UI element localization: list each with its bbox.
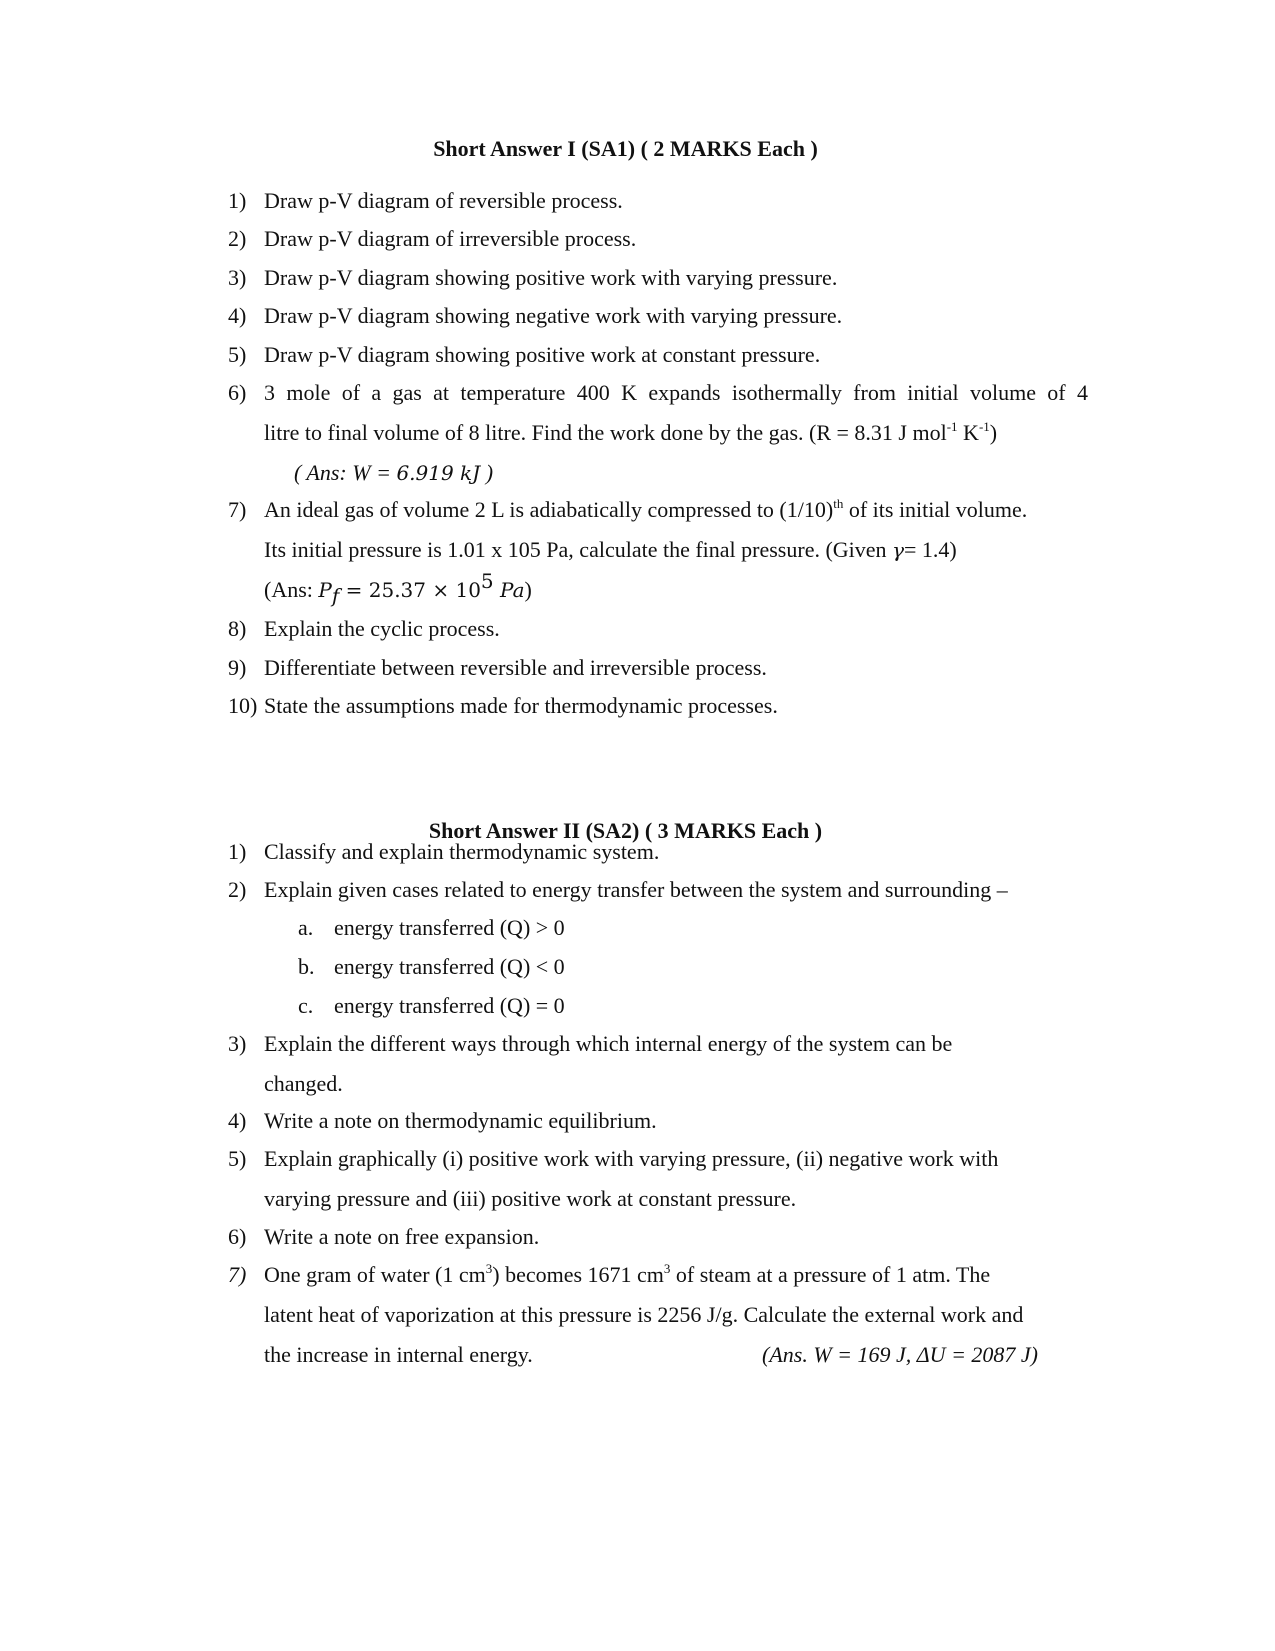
question-text bbox=[264, 490, 1088, 610]
superscript: th bbox=[833, 496, 844, 511]
question-line: varying pressure and (iii) positive work at constant pressure. bbox=[264, 1186, 797, 1211]
question-number: 8) bbox=[228, 616, 247, 641]
case-label: c. bbox=[298, 993, 314, 1018]
text-run: ) bbox=[480, 460, 494, 485]
case-text: energy transferred (Q) > 0 bbox=[334, 915, 565, 940]
question-text: Write a note on free expansion. bbox=[264, 1224, 540, 1249]
question-number: 5) bbox=[228, 342, 247, 367]
question-number: 6) bbox=[228, 1224, 247, 1249]
question-line: 3 mole of a gas at temperature 400 K expands isothermally from initial volume of 4 bbox=[264, 380, 1088, 405]
text-run: ) bbox=[989, 420, 998, 445]
case-text: energy transferred (Q) = 0 bbox=[334, 993, 565, 1018]
answer-text: (Ans. W = 169 J, ΔU = 2087 J) bbox=[762, 1342, 1038, 1367]
sa2-question-2 bbox=[228, 870, 1088, 910]
question-text: State the assumptions made for thermodynamic processes. bbox=[264, 693, 778, 718]
sa2-q2-case-b bbox=[298, 947, 565, 987]
case-label: a. bbox=[298, 915, 314, 940]
math-value: 6.919 kJ bbox=[396, 461, 481, 485]
text-run: Its initial pressure is 1.01 x 105 Pa, calculate the final pressure. (Given bbox=[264, 537, 893, 562]
question-number: 1) bbox=[228, 839, 247, 864]
question-line bbox=[264, 490, 1088, 530]
case-text: energy transferred (Q) < 0 bbox=[334, 954, 565, 979]
sa1-question-7 bbox=[228, 490, 1088, 610]
question-number: 5) bbox=[228, 1146, 247, 1171]
sa2-question-6 bbox=[228, 1217, 1088, 1257]
math-symbol: P bbox=[318, 578, 332, 602]
sa2-question-1 bbox=[228, 832, 1088, 872]
sa1-question-9 bbox=[228, 648, 1088, 688]
answer-line bbox=[264, 570, 1088, 610]
question-text: Draw p-V diagram showing positive work at constant pressure. bbox=[264, 342, 821, 367]
question-line: changed. bbox=[264, 1071, 343, 1096]
text-run: ( Ans: W = bbox=[294, 460, 397, 485]
question-text: Write a note on thermodynamic equilibrium. bbox=[264, 1108, 657, 1133]
sa1-question-8 bbox=[228, 609, 1088, 649]
question-line bbox=[264, 413, 1088, 453]
question-line bbox=[264, 1255, 1088, 1295]
sa2-q2-case-c bbox=[298, 986, 565, 1026]
question-text: Explain the cyclic process. bbox=[264, 616, 500, 641]
question-number: 9) bbox=[228, 655, 247, 680]
question-text: Draw p-V diagram of irreversible process. bbox=[264, 226, 637, 251]
text-run: of its initial volume. bbox=[843, 497, 1028, 522]
question-text: Draw p-V diagram showing negative work with varying pressure. bbox=[264, 303, 843, 328]
question-number: 6) bbox=[228, 380, 247, 405]
sa1-question-1 bbox=[228, 181, 1088, 221]
question-number: 7) bbox=[228, 1262, 247, 1287]
question-text: Classify and explain thermodynamic system. bbox=[264, 839, 660, 864]
superscript: 3 bbox=[663, 1261, 671, 1276]
question-number: 10) bbox=[228, 693, 258, 718]
question-number: 4) bbox=[228, 303, 247, 328]
sa1-question-5 bbox=[228, 335, 1088, 375]
question-number: 3) bbox=[228, 1031, 247, 1056]
sa2-question-3 bbox=[228, 1024, 1088, 1104]
question-line: latent heat of vaporization at this pressure is 2256 J/g. Calculate the external work and bbox=[264, 1302, 1024, 1327]
subscript: f bbox=[331, 583, 340, 608]
question-text: Draw p-V diagram of reversible process. bbox=[264, 188, 623, 213]
sa2-question-7 bbox=[228, 1255, 1088, 1375]
question-line bbox=[264, 1335, 1088, 1375]
question-text: Differentiate between reversible and irreversible process. bbox=[264, 655, 767, 680]
text-run: (Ans: bbox=[264, 577, 319, 602]
text-run: ) becomes 1671 cm bbox=[492, 1262, 664, 1287]
text-run: One gram of water (1 cm bbox=[264, 1262, 486, 1287]
text-run: = 1.4) bbox=[904, 537, 957, 562]
sa1-question-3 bbox=[228, 258, 1088, 298]
question-line: Explain graphically (i) positive work with varying pressure, (ii) negative work with bbox=[264, 1146, 999, 1171]
text-run: ) bbox=[524, 577, 532, 602]
question-line bbox=[264, 530, 1088, 570]
question-number: 1) bbox=[228, 188, 247, 213]
sa2-q2-case-a bbox=[298, 908, 565, 948]
gamma-symbol: γ bbox=[892, 538, 905, 562]
sa2-question-4 bbox=[228, 1101, 1088, 1141]
question-line: Explain the different ways through which internal energy of the system can be bbox=[264, 1031, 953, 1056]
text-run: litre to final volume of 8 litre. Find the work done by the gas. (R = 8.31 J mol bbox=[264, 420, 947, 445]
answer-line bbox=[264, 453, 1088, 493]
text-run: the increase in internal energy. bbox=[264, 1342, 533, 1367]
question-text: Explain given cases related to energy transfer between the system and surrounding – bbox=[264, 877, 1008, 902]
superscript: 3 bbox=[485, 1261, 493, 1276]
question-number: 2) bbox=[228, 226, 247, 251]
question-text bbox=[264, 1139, 1088, 1219]
math-value: = 25.37 × 10 bbox=[339, 578, 481, 602]
section-heading-sa1: Short Answer I (SA1) ( 2 MARKS Each ) bbox=[433, 136, 818, 161]
math-unit: Pa bbox=[493, 578, 525, 602]
text-run: K bbox=[957, 420, 979, 445]
sa1-question-4 bbox=[228, 296, 1088, 336]
sa2-question-5 bbox=[228, 1139, 1088, 1219]
question-number: 4) bbox=[228, 1108, 247, 1133]
sa1-question-6 bbox=[228, 373, 1088, 493]
question-number: 2) bbox=[228, 877, 247, 902]
superscript: -1 bbox=[946, 419, 958, 434]
question-text bbox=[264, 1024, 1088, 1104]
text-run: An ideal gas of volume 2 L is adiabatically compressed to (1/10) bbox=[264, 497, 834, 522]
question-text bbox=[264, 1255, 1088, 1375]
sa1-question-2 bbox=[228, 219, 1088, 259]
question-number: 7) bbox=[228, 497, 247, 522]
question-text bbox=[264, 373, 1088, 493]
superscript: -1 bbox=[978, 419, 990, 434]
sa1-question-10 bbox=[228, 686, 1088, 726]
text-run: of steam at a pressure of 1 atm. The bbox=[670, 1262, 991, 1287]
question-number: 3) bbox=[228, 265, 247, 290]
case-label: b. bbox=[298, 954, 315, 979]
section-heading-sa2: Short Answer II (SA2) ( 3 MARKS Each ) bbox=[428, 818, 823, 843]
superscript: 5 bbox=[480, 569, 494, 593]
question-text: Draw p-V diagram showing positive work with varying pressure. bbox=[264, 265, 838, 290]
